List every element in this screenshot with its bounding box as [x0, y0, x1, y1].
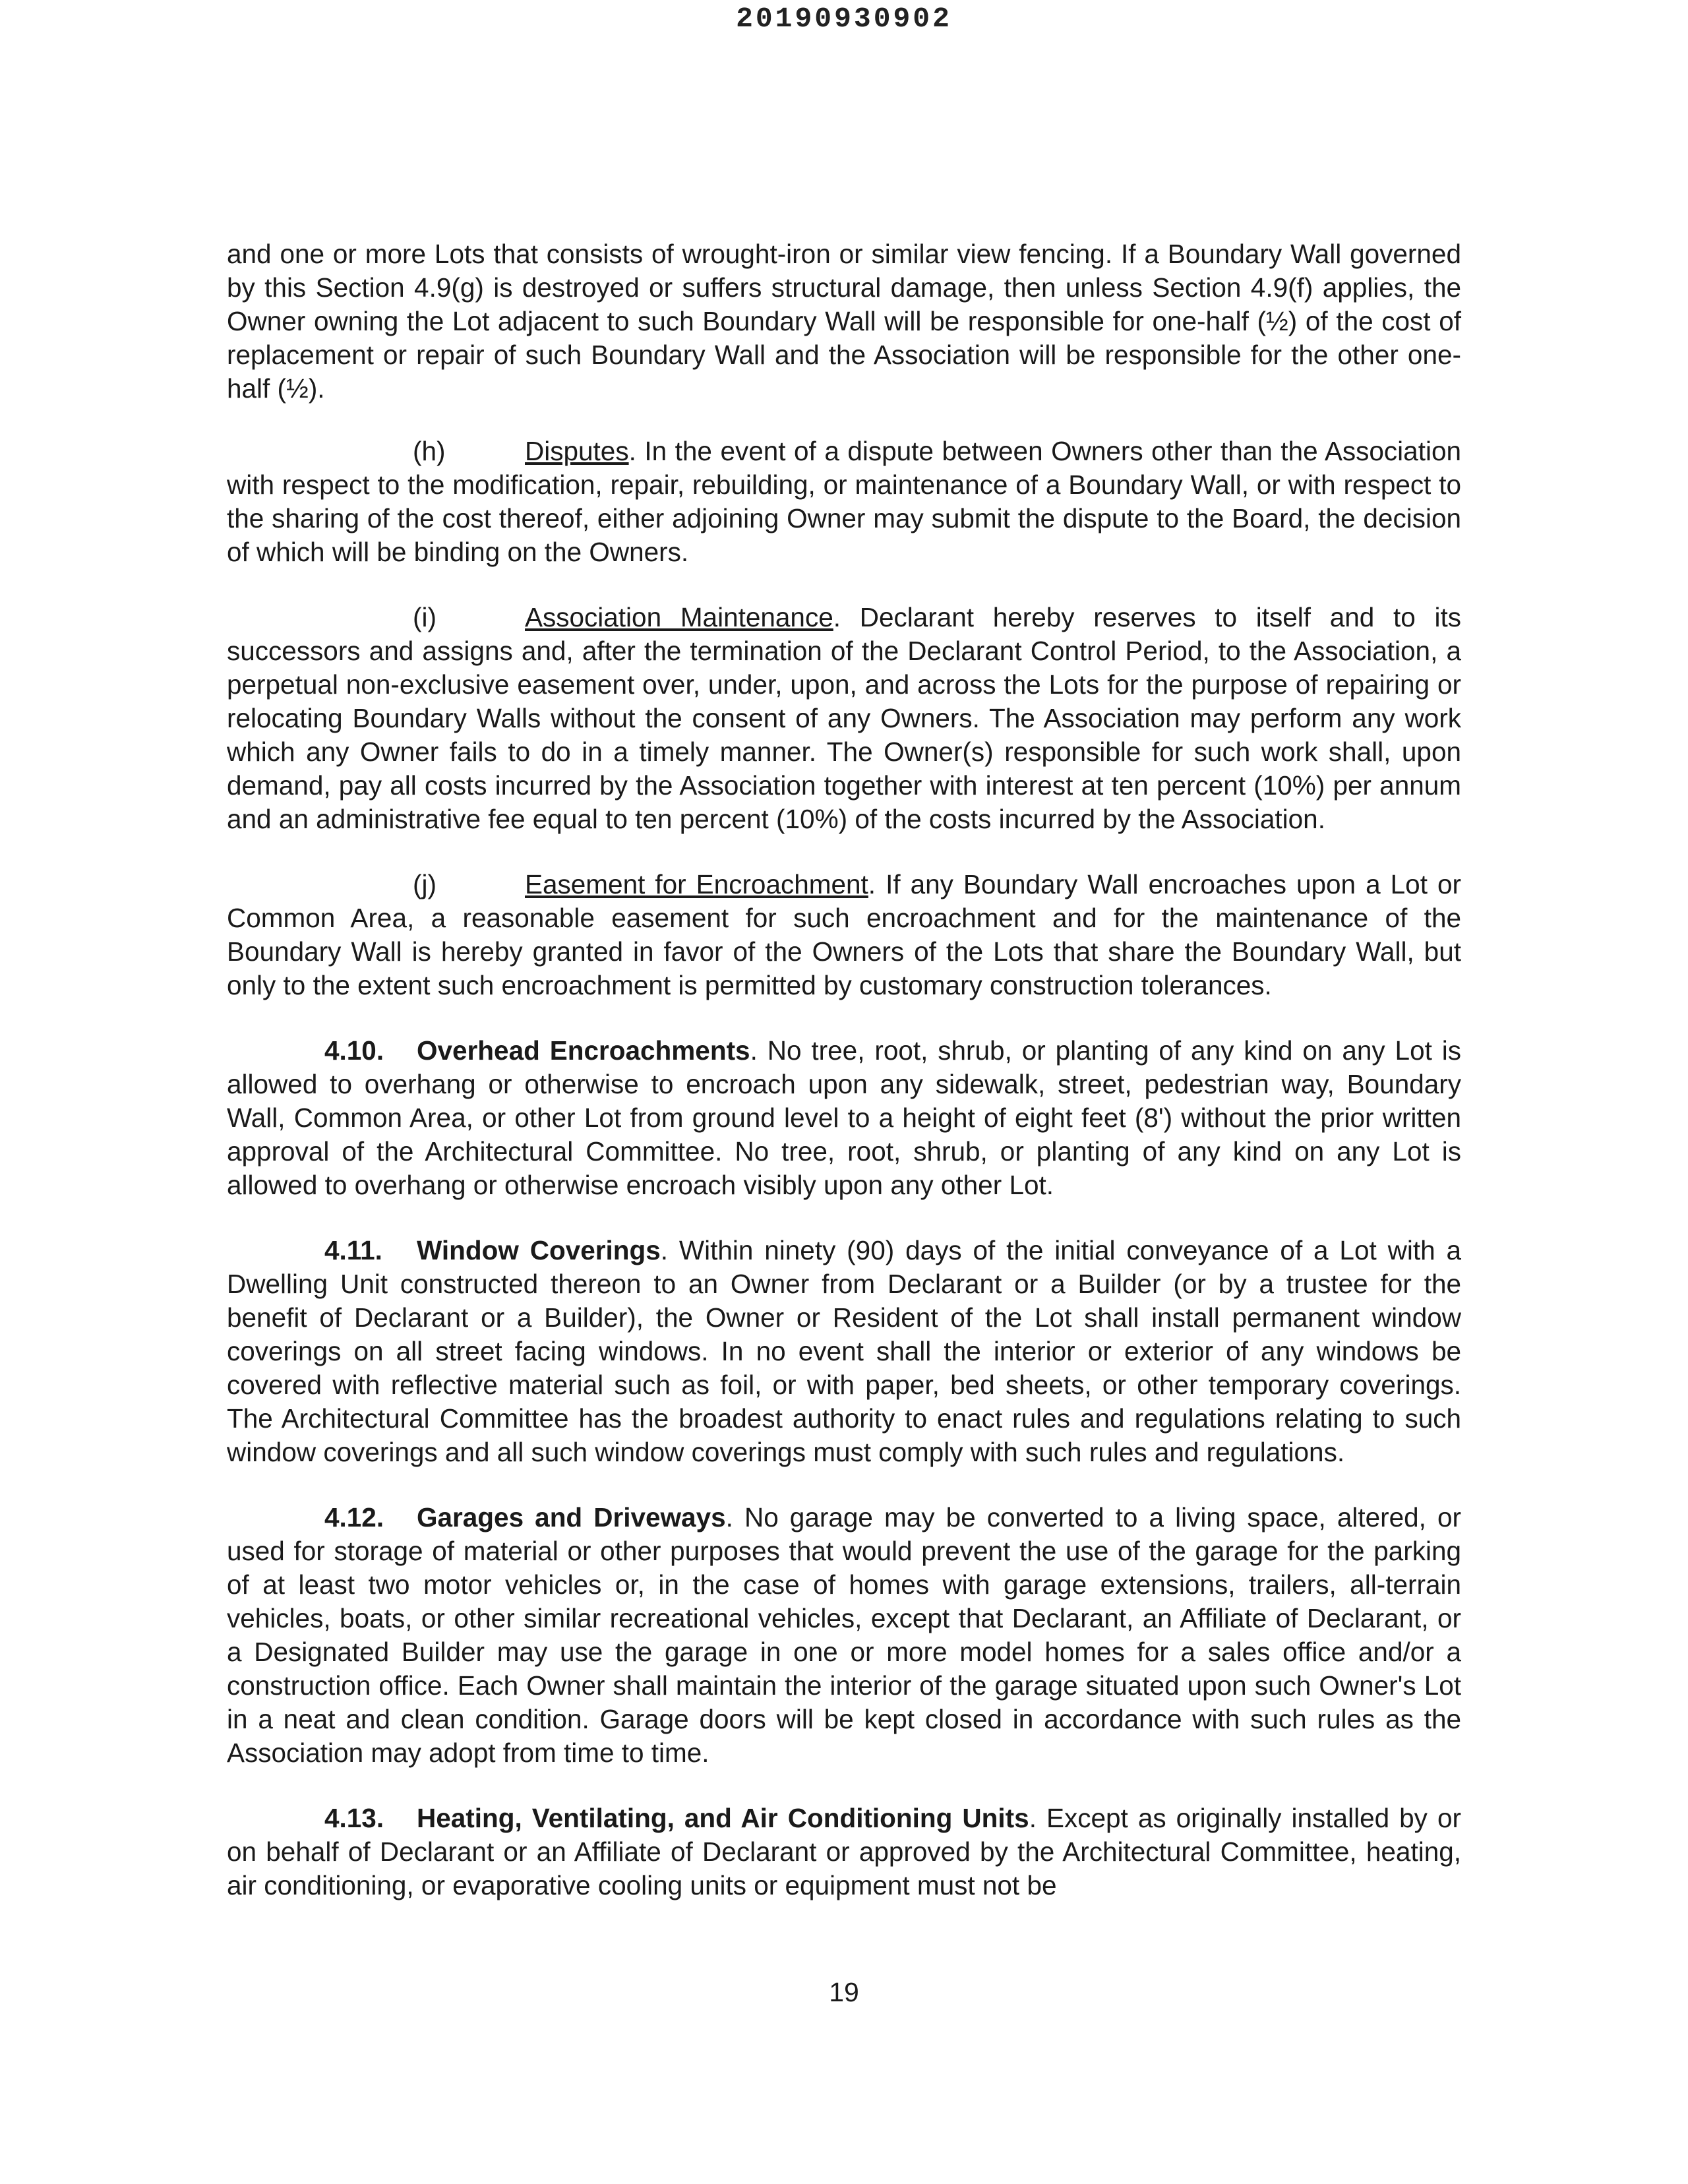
section-number: 4.11. — [324, 1235, 382, 1265]
section-text: . No garage may be converted to a living space, altered, or used for storage of material or other purposes that would prevent the use of the garage for the parking of at least two motor vehicles or, in the case of homes with garage extensions, trailers, all-terrain vehicles, boats, or other similar recreational vehicles, except that Declarant, an Affiliate of Declarant, or a Designated Builder may use the garage in one or more model homes for a sales office and/or a construction office. Each Owner shall maintain the interior of the garage situated upon such Owner's Lot in a neat and clean condition. Garage doors will be kept closed in accordance with such rules as the Association may adopt from time to time. — [227, 1502, 1461, 1768]
subsection-text: . Declarant hereby reserves to itself and to its successors and assigns and, after the termination of the Declarant Control Period, to the Association, a perpetual non-exclusive easement over, under, upon, and across the Lots for the purpose of repairing or relocating Boundary Walls without the consent of any Owners. The Association may perform any work which any Owner fails to do in a timely manner. The Owner(s) responsible for such work shall, upon demand, pay all costs incurred by the Association together with interest at ten percent (10%) per annum and an administrative fee equal to ten percent (10%) of the costs incurred by the Association. — [227, 602, 1461, 834]
document-number: 20190930902 — [736, 3, 952, 35]
subsection-j-easement-for-encroachment — [227, 868, 1461, 1002]
section-text: . Within ninety (90) days of the initial conveyance of a Lot with a Dwelling Unit constructed thereon to an Owner from Declarant or a Builder (or by a trustee for the benefit of Declarant or a Builder), the Owner or Resident of the Lot shall install permanent window coverings on all street facing windows. In no event shall the interior or exterior of any windows be covered with reflective material such as foil, or with paper, bed sheets, or other temporary coverings. The Architectural Committee has the broadest authority to enact rules and regulations relating to such window coverings and all such window coverings must comply with such rules and regulations. — [227, 1235, 1462, 1467]
subsection-label: (h) — [413, 436, 446, 466]
paragraph-text: and one or more Lots that consists of wrought-iron or similar view fencing. If a Boundary Wall governed by this Section 4.9(g) is destroyed or suffers structural damage, then unless Section 4.9(f) applies, the Owner owning the Lot adjacent to such Boundary Wall will be responsible for one-half (½) of the cost of replacement or repair of such Boundary Wall and the Association will be responsible for the other one-half (½). — [227, 239, 1461, 404]
section-title: Overhead Encroachments — [417, 1035, 750, 1066]
section-number: 4.10. — [324, 1035, 384, 1066]
subsection-h-disputes — [227, 435, 1461, 569]
section-text: . No tree, root, shrub, or planting of any kind on any Lot is allowed to overhang or otherwise to encroach upon any sidewalk, street, pedestrian way, Boundary Wall, Common Area, or other Lot from ground level to a height of eight feet (8') without the prior written approval of the Architectural Committee. No tree, root, shrub, or planting of any kind on any Lot is allowed to overhang or otherwise encroach visibly upon any other Lot. — [227, 1035, 1461, 1200]
section-4-12-garages-and-driveways — [227, 1501, 1461, 1770]
subsection-title: Easement for Encroachment — [525, 869, 868, 899]
section-4-13-hvac-units — [227, 1802, 1461, 1902]
document-body — [227, 237, 1461, 1934]
section-title: Garages and Driveways — [417, 1502, 726, 1532]
section-4-10-overhead-encroachments — [227, 1034, 1461, 1202]
section-number: 4.12. — [324, 1502, 384, 1532]
paragraph-continuation — [227, 237, 1461, 406]
section-4-11-window-coverings — [227, 1234, 1461, 1469]
subsection-label: (i) — [413, 602, 437, 632]
page-number: 19 — [829, 1977, 859, 2007]
subsection-title: Association Maintenance — [525, 602, 833, 632]
subsection-label: (j) — [413, 869, 437, 899]
subsection-text: . In the event of a dispute between Owners other than the Association with respect to the modification, repair, rebuilding, or maintenance of a Boundary Wall, or with respect to the sharing of the cost thereof, either adjoining Owner may submit the dispute to the Board, the decision of which will be binding on the Owners. — [227, 436, 1461, 567]
section-title: Window Coverings — [417, 1235, 661, 1265]
subsection-i-association-maintenance — [227, 601, 1461, 836]
section-text: . Except as originally installed by or on behalf of Declarant or an Affiliate of Declarant or approved by the Architectural Committee, heating, air conditioning, or evaporative cooling units or equipment must not be — [227, 1803, 1461, 1900]
subsection-title: Disputes — [525, 436, 629, 466]
subsection-text: . If any Boundary Wall encroaches upon a Lot or Common Area, a reasonable easement for such encroachment and for the maintenance of the Boundary Wall is hereby granted in favor of the Owners of the Lots that share the Boundary Wall, but only to the extent such encroachment is permitted by customary construction tolerances. — [227, 869, 1461, 1000]
section-number: 4.13. — [324, 1803, 384, 1833]
section-title: Heating, Ventilating, and Air Conditioning Units — [417, 1803, 1029, 1833]
